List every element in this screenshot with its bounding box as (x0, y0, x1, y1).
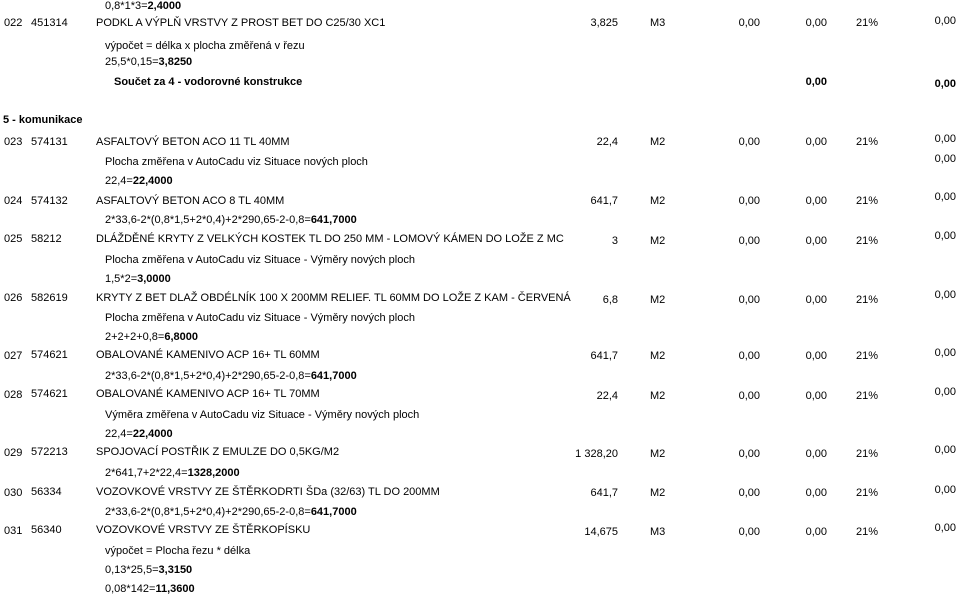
formula-line: 2*33,6-2*(0,8*1,5+2*0,4)+2*290,65-2-0,8=641,7000 (105, 506, 357, 518)
item-code: 574621 (31, 388, 68, 400)
item-unit: M2 (650, 390, 666, 402)
item-number: 027 (4, 350, 23, 362)
calc-note: Plocha změřena v AutoCadu viz Situace - Výměry nových ploch (105, 254, 415, 266)
calc-note: výpočet = Plocha řezu * délka (105, 545, 251, 557)
item-number: 030 (4, 487, 23, 499)
item-unit-price: 0,00 (738, 17, 760, 29)
item-total: 0,00 (805, 17, 827, 29)
item-quantity: 6,8 (602, 294, 618, 306)
item-description: PODKL A VÝPLŇ VRSTVY Z PROST BET DO C25/30 XC1 (96, 17, 386, 29)
item-vat-amount: 0,00 (934, 484, 956, 496)
item-description: OBALOVANÉ KAMENIVO ACP 16+ TL 70MM (96, 388, 320, 400)
item-description: SPOJOVACÍ POSTŘIK Z EMULZE DO 0,5KG/M2 (96, 446, 340, 458)
item-description: KRYTY Z BET DLAŽ OBDÉLNÍK 100 X 200MM RELIEF. TL 60MM DO LOŽE Z KAM - ČERVENÁ (96, 292, 571, 304)
item-vat-rate: 21% (855, 487, 878, 499)
item-unit-price: 0,00 (738, 195, 760, 207)
item-vat-amount: 0,00 (934, 230, 956, 242)
item-total: 0,00 (805, 235, 827, 247)
item-vat-amount: 0,00 (934, 15, 956, 27)
item-vat-rate: 21% (855, 350, 878, 362)
item-unit: M2 (650, 350, 666, 362)
item-unit: M3 (650, 17, 666, 29)
item-unit: M2 (650, 487, 666, 499)
item-unit-price: 0,00 (738, 487, 760, 499)
item-code: 582619 (31, 292, 68, 304)
item-vat-amount: 0,00 (934, 522, 956, 534)
item-quantity: 22,4 (596, 136, 618, 148)
item-total: 0,00 (805, 350, 827, 362)
item-code: 574131 (31, 136, 68, 148)
item-unit-price: 0,00 (738, 294, 760, 306)
formula-line: 0,13*25,5=3,3150 (105, 564, 193, 576)
item-unit-price: 0,00 (738, 448, 760, 460)
item-vat-rate: 21% (855, 294, 878, 306)
item-number: 029 (4, 447, 23, 459)
item-number: 031 (4, 525, 23, 537)
item-number: 028 (4, 389, 23, 401)
item-code: 572213 (31, 446, 68, 458)
section-sum-label: Součet za 4 - vodorovné konstrukce (114, 76, 303, 88)
item-total: 0,00 (805, 195, 827, 207)
item-total: 0,00 (805, 294, 827, 306)
item-vat-amount: 0,00 (934, 191, 956, 203)
item-description: VOZOVKOVÉ VRSTVY ZE ŠTĚRKODRTI ŠDa (32/63) TL DO 200MM (96, 486, 440, 498)
item-unit-price: 0,00 (738, 390, 760, 402)
formula-line: 0,08*142=11,3600 (105, 583, 195, 595)
item-quantity: 3,825 (590, 17, 618, 29)
formula-line: 25,5*0,15=3,8250 (105, 56, 193, 68)
item-code: 56334 (31, 486, 62, 498)
item-description: ASFALTOVÝ BETON ACO 11 TL 40MM (96, 136, 290, 148)
calc-note-value: 0,00 (934, 153, 956, 165)
item-description: ASFALTOVÝ BETON ACO 8 TL 40MM (96, 195, 285, 207)
item-unit-price: 0,00 (738, 136, 760, 148)
calc-note: výpočet = délka x plocha změřená v řezu (105, 40, 305, 52)
formula-line: 22,4=22,4000 (105, 175, 173, 187)
calc-note: Výměra změřena v AutoCadu viz Situace - Výměry nových ploch (105, 409, 420, 421)
item-quantity: 641,7 (590, 195, 618, 207)
section-sum-vat: 0,00 (934, 78, 956, 90)
item-total: 0,00 (805, 487, 827, 499)
item-vat-amount: 0,00 (934, 289, 956, 301)
item-unit-price: 0,00 (738, 526, 760, 538)
item-description: OBALOVANÉ KAMENIVO ACP 16+ TL 60MM (96, 349, 320, 361)
item-number: 026 (4, 292, 23, 304)
item-total: 0,00 (805, 390, 827, 402)
item-description: VOZOVKOVÉ VRSTVY ZE ŠTĚRKOPÍSKU (96, 524, 311, 536)
item-unit: M2 (650, 294, 666, 306)
item-vat-rate: 21% (855, 136, 878, 148)
section-title: 5 - komunikace (3, 114, 83, 126)
item-code: 574621 (31, 349, 68, 361)
formula-line: 1,5*2=3,0000 (105, 273, 171, 285)
formula-line: 2*33,6-2*(0,8*1,5+2*0,4)+2*290,65-2-0,8=641,7000 (105, 214, 357, 226)
item-number: 025 (4, 233, 23, 245)
item-code: 451314 (31, 17, 68, 29)
item-code: 574132 (31, 195, 68, 207)
item-description: DLÁŽDĚNÉ KRYTY Z VELKÝCH KOSTEK TL DO 250 MM - LOMOVÝ KÁMEN DO LOŽE Z MC (96, 233, 564, 245)
formula-line: 0,8*1*3=2,4000 (105, 0, 182, 12)
formula-line: 2*33,6-2*(0,8*1,5+2*0,4)+2*290,65-2-0,8=641,7000 (105, 370, 357, 382)
item-number: 024 (4, 195, 23, 207)
item-number: 023 (4, 136, 23, 148)
section-sum-total: 0,00 (805, 76, 827, 88)
item-vat-rate: 21% (855, 526, 878, 538)
item-unit-price: 0,00 (738, 350, 760, 362)
item-code: 56340 (31, 524, 62, 536)
item-total: 0,00 (805, 448, 827, 460)
item-quantity: 14,675 (584, 526, 618, 538)
item-quantity: 641,7 (590, 350, 618, 362)
formula-line: 2*641,7+2*22,4=1328,2000 (105, 467, 240, 479)
item-vat-rate: 21% (855, 390, 878, 402)
item-total: 0,00 (805, 526, 827, 538)
item-vat-amount: 0,00 (934, 133, 956, 145)
item-vat-rate: 21% (855, 17, 878, 29)
item-quantity: 1 328,20 (575, 448, 618, 460)
item-unit: M2 (650, 136, 666, 148)
item-vat-amount: 0,00 (934, 347, 956, 359)
item-vat-rate: 21% (855, 235, 878, 247)
item-vat-amount: 0,00 (934, 386, 956, 398)
item-unit: M2 (650, 448, 666, 460)
item-quantity: 3 (611, 235, 618, 247)
item-quantity: 641,7 (590, 487, 618, 499)
calc-note: Plocha změřena v AutoCadu viz Situace - Výměry nových ploch (105, 312, 415, 324)
item-vat-rate: 21% (855, 195, 878, 207)
item-vat-rate: 21% (855, 448, 878, 460)
item-quantity: 22,4 (596, 390, 618, 402)
item-unit: M2 (650, 195, 666, 207)
item-number: 022 (4, 17, 23, 29)
formula-line: 2+2+2+0,8=6,8000 (105, 331, 198, 343)
item-unit: M3 (650, 526, 666, 538)
item-code: 58212 (31, 233, 62, 245)
calc-note: Plocha změřena v AutoCadu viz Situace nových ploch (105, 156, 368, 168)
item-vat-amount: 0,00 (934, 444, 956, 456)
item-unit: M2 (650, 235, 666, 247)
item-unit-price: 0,00 (738, 235, 760, 247)
item-total: 0,00 (805, 136, 827, 148)
formula-line: 22,4=22,4000 (105, 428, 173, 440)
